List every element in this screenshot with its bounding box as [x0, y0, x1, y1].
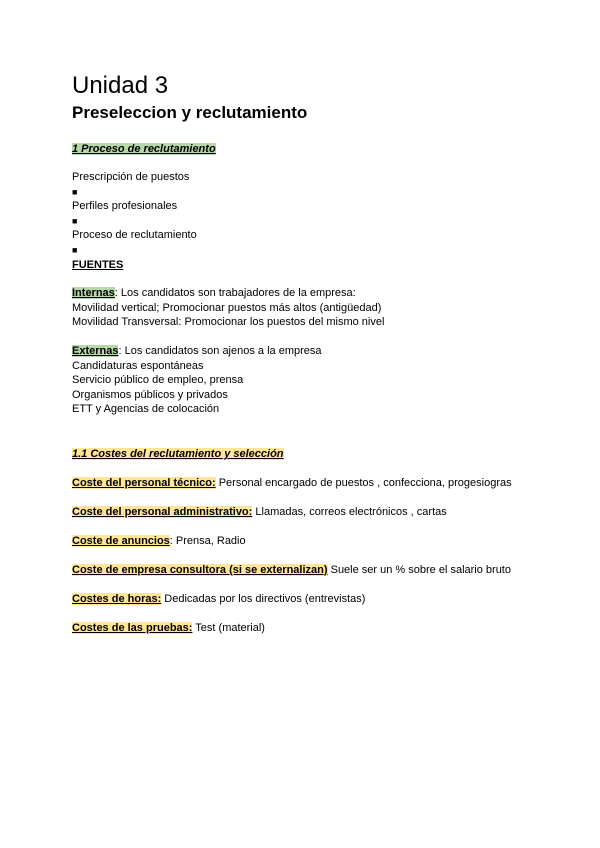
section-heading-costes: 1.1 Costes del reclutamiento y selección [72, 447, 284, 460]
section-heading-proceso: 1 Proceso de reclutamiento [72, 143, 216, 155]
bullet-icon: ■ [72, 186, 78, 197]
list-item: Proceso de reclutamiento [72, 229, 197, 242]
cost-item: Coste de empresa consultora (si se externalizan) Suele ser un % sobre el salario bruto [72, 563, 511, 576]
fuentes-heading: FUENTES [72, 258, 124, 271]
internas-line: Internas: Los candidatos son trabajadores de la empresa: [72, 287, 356, 300]
cost-item: Coste del personal administrativo: Llamadas, correos electrónicos , cartas [72, 505, 447, 518]
list-item: Perfiles profesionales [72, 200, 178, 213]
externas-detail: Organismos públicos y privados [72, 388, 228, 401]
unit-title: Unidad 3 [72, 72, 169, 99]
internas-detail: Movilidad vertical; Promocionar puestos más altos (antigüedad) [72, 301, 382, 314]
bullet-icon: ■ [72, 244, 78, 255]
externas-detail: Candidaturas espontáneas [72, 359, 204, 372]
externas-detail: Servicio público de empleo, prensa [72, 374, 244, 387]
cost-item: Coste de anuncios: Prensa, Radio [72, 534, 246, 547]
cost-item: Coste del personal técnico: Personal encargado de puestos , confecciona, progesiogras [72, 476, 512, 489]
cost-item: Costes de las pruebas: Test (material) [72, 621, 265, 634]
bullet-icon: ■ [72, 215, 78, 226]
externas-detail: ETT y Agencias de colocación [72, 403, 220, 416]
list-item: Prescripción de puestos [72, 171, 190, 183]
cost-item: Costes de horas: Dedicadas por los directivos (entrevistas) [72, 592, 366, 605]
externas-label: Externas [72, 344, 119, 357]
externas-line: Externas: Los candidatos son ajenos a la empresa [72, 344, 322, 357]
internas-detail: Movilidad Transversal: Promocionar los puestos del mismo nivel [72, 316, 385, 329]
unit-subtitle: Preseleccion y reclutamiento [72, 103, 308, 122]
internas-label: Internas [72, 287, 115, 300]
document-page [72, 72, 532, 635]
